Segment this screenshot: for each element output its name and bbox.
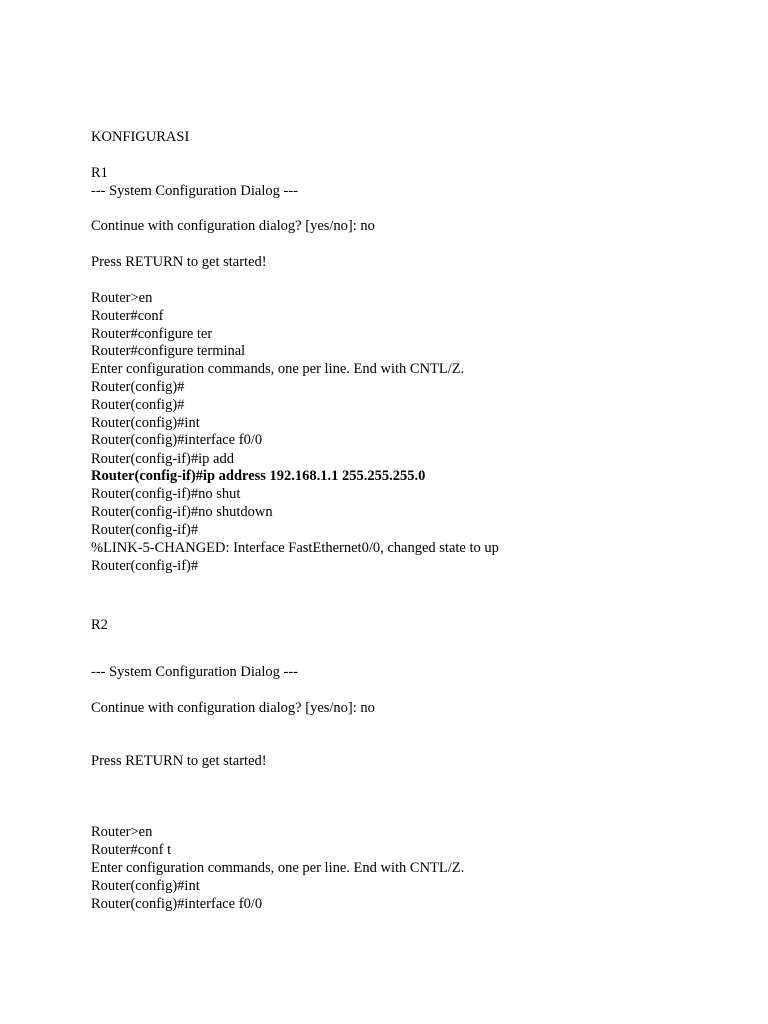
r1-cli-line-ip-address: Router(config-if)#ip address 192.168.1.1 255.255.255.0 (91, 468, 426, 484)
r1-cli-line: Router(config)# (91, 379, 185, 395)
r2-dialog-prompt: Continue with configuration dialog? [yes/no]: no (91, 700, 375, 716)
document-heading: KONFIGURASI (91, 129, 190, 145)
r1-cli-line: Router(config)#int (91, 415, 200, 431)
r1-dialog-title: --- System Configuration Dialog --- (91, 183, 298, 199)
r2-cli-line: Router(config)#interface f0/0 (91, 896, 263, 912)
r1-cli-line: Router(config-if)#ip add (91, 451, 234, 467)
r2-dialog-title: --- System Configuration Dialog --- (91, 664, 298, 680)
r1-cli-line: Router#configure ter (91, 326, 213, 342)
r2-cli-line: Router>en (91, 824, 153, 840)
r1-cli-line: Router(config-if)#no shut (91, 486, 241, 502)
r1-cli-line: Router(config)#interface f0/0 (91, 432, 263, 448)
r2-cli-line: Enter configuration commands, one per line. End with CNTL/Z. (91, 860, 465, 876)
r1-cli-line: Router(config-if)# (91, 558, 199, 574)
r1-cli-line: Router>en (91, 290, 153, 306)
r2-cli-line: Router(config)#int (91, 878, 200, 894)
section-label-r1: R1 (91, 165, 108, 181)
r2-press-return: Press RETURN to get started! (91, 753, 267, 769)
section-label-r2: R2 (91, 617, 108, 633)
r2-cli-line: Router#conf t (91, 842, 172, 858)
r1-press-return: Press RETURN to get started! (91, 254, 267, 270)
r1-dialog-prompt: Continue with configuration dialog? [yes/no]: no (91, 218, 375, 234)
r1-cli-line: Enter configuration commands, one per line. End with CNTL/Z. (91, 361, 465, 377)
r1-cli-line: %LINK-5-CHANGED: Interface FastEthernet0/0, changed state to up (91, 540, 499, 556)
r1-cli-line: Router(config-if)# (91, 522, 199, 538)
r1-cli-line: Router(config-if)#no shutdown (91, 504, 273, 520)
r1-cli-line: Router#configure terminal (91, 343, 246, 359)
r1-cli-line: Router#conf (91, 308, 164, 324)
r1-cli-line: Router(config)# (91, 397, 185, 413)
